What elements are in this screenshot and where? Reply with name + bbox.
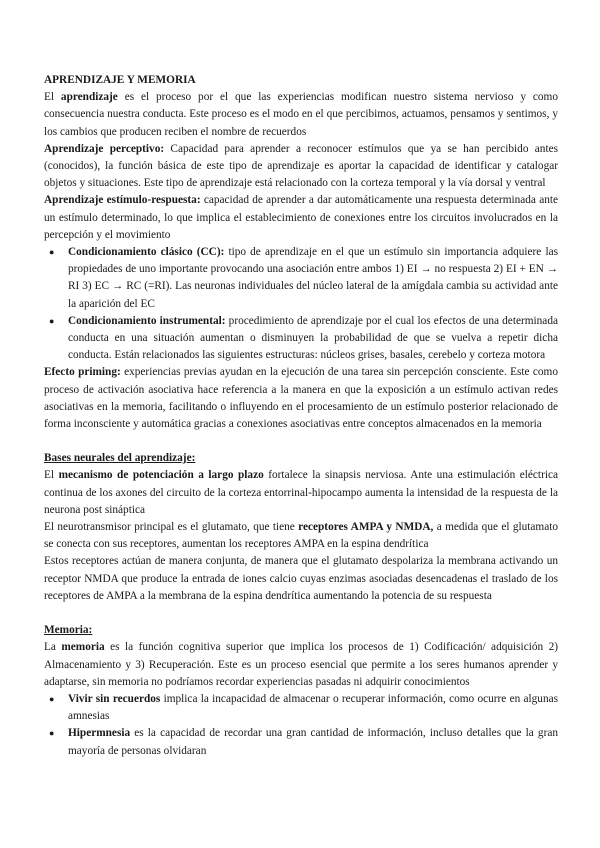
- section-heading-bases-neurales: Bases neurales del aprendizaje:: [44, 452, 196, 465]
- list-item: [68, 313, 558, 365]
- text: es la función cognitiva superior que implica los procesos de 1) Codificación/ adquisición 2) Almacenamiento y 3) Recuperación. Este es un proceso esencial que permite a los seres humanos aprender y adaptarse, sin memoria no podríamos recordar experiencias pasadas ni adquirir conocimientos: [44, 641, 559, 688]
- term: aprendizaje: [60, 91, 118, 104]
- document-page: [44, 72, 558, 760]
- paragraph-aprendizaje-perceptivo: [44, 141, 558, 193]
- text: es el proceso por el que las experiencias modifican nuestro sistema nervioso y como consecuencia nuestra conducta. Este proceso es el modo en el que percibimos, actuamos, pensamos y sentimos, y los cambios que producen reciben el nombre de recuerdos: [44, 91, 558, 138]
- text: fortalece la sinapsis nerviosa. Ante una estimulación eléctrica continua de los axones del circuito de la corteza entorrinal-hipocampo aumenta la intensidad de la respuesta de la neurona post sináptica: [44, 469, 558, 516]
- list-item: [68, 244, 558, 313]
- term: Hipermnesia: [68, 727, 131, 740]
- term: receptores AMPA y NMDA,: [298, 521, 434, 534]
- text: experiencias previas ayudan en la ejecución de una tarea sin percepción consciente. Este como proceso de activación asociativa hace referencia a la manera en que la exposición a un estímulo activan redes asociativas en la memoria, facilitando o influyendo en el procesamiento de un estímulo posterior relacionado de forma inconsciente y automática gracias a conexiones asociativas entre conceptos almacenados en la memoria: [44, 366, 558, 431]
- conditioning-list: [44, 244, 558, 364]
- spacer: [44, 433, 558, 450]
- term: memoria: [61, 641, 105, 654]
- paragraph-potenciacion: [44, 467, 558, 519]
- text: implica la incapacidad de almacenar o recuperar información, como ocurre en algunas amnesias: [68, 692, 559, 723]
- paragraph-glutamato: [44, 519, 558, 553]
- section-heading-memoria: Memoria:: [44, 624, 93, 637]
- list-item: [68, 725, 558, 759]
- paragraph-receptores: Estos receptores actúan de manera conjunta, de manera que el glutamato despolariza la membrana activando un receptor NMDA que produce la entrada de iones calcio cuyas enzimas asociadas desencadenas el traslado de los receptores de AMPA a la membrana de la espina dendrítica aumentando la potencia de su respuesta: [44, 555, 558, 602]
- text: Capacidad para aprender a reconocer estímulos que ya se han percibido antes (conocidos), la función básica de este tipo de aprendizaje es aportar la capacidad de identificar y catalogar objetos y situaciones. Este tipo de aprendizaje está relacionado con la corteza temporal y la vía dorsal y ventral: [44, 142, 558, 190]
- text: es la capacidad de recordar una gran cantidad de información, incluso detalles que la gran mayoría de personas olvidaran: [68, 727, 558, 757]
- text: El neurotransmisor principal es el glutamato, que tiene: [44, 521, 299, 534]
- term: Aprendizaje perceptivo:: [44, 142, 165, 155]
- paragraph-priming: [44, 364, 558, 433]
- paragraph-estimulo-respuesta: [44, 192, 558, 244]
- list-item: [68, 691, 558, 725]
- text: capacidad de aprender a dar automáticamente una respuesta determinada ante un estímulo determinado, lo que implica el establecimiento de conexiones entre los circuitos involucrados en la percepción y el movimiento: [44, 194, 559, 241]
- page-title: APRENDIZAJE Y MEMORIA: [44, 74, 196, 86]
- paragraph-aprendizaje: [44, 89, 558, 141]
- term: Aprendizaje estímulo-respuesta:: [44, 194, 201, 207]
- term: Vivir sin recuerdos: [68, 692, 161, 705]
- text: procedimiento de aprendizaje por el cual los efectos de una determinada conducta en una situación aumentan o disminuyen la probabilidad de que se vuelva a repetir dicha conducta. Están relacionados las siguientes estructuras: núcleos grises, basales, cerebelo y corteza motora: [68, 314, 558, 362]
- term: mecanismo de potenciación a largo plazo: [58, 469, 264, 482]
- text: El: [44, 469, 59, 482]
- text: El: [44, 91, 61, 104]
- spacer: [44, 605, 558, 622]
- term: Condicionamiento clásico (CC):: [68, 246, 225, 259]
- text: a medida que el glutamato se conecta con sus receptores, aumentan los receptores AMPA en la espina dendrítica: [44, 521, 558, 551]
- term: Condicionamiento instrumental:: [68, 314, 226, 327]
- text: tipo de aprendizaje en el que un estímulo sin importancia adquiere las propiedades de uno importante provocando una asociación entre ambos 1) EI → no respuesta 2) EI + EN → RI 3) EC → RC (=RI). Las neuronas individuales del núcleo lateral de la amígdala cambia su actividad ante la aparición del EC: [68, 246, 558, 310]
- text: La: [44, 641, 62, 654]
- memory-list: [44, 691, 558, 760]
- paragraph-memoria: [44, 639, 558, 691]
- term: Efecto priming:: [44, 366, 121, 379]
